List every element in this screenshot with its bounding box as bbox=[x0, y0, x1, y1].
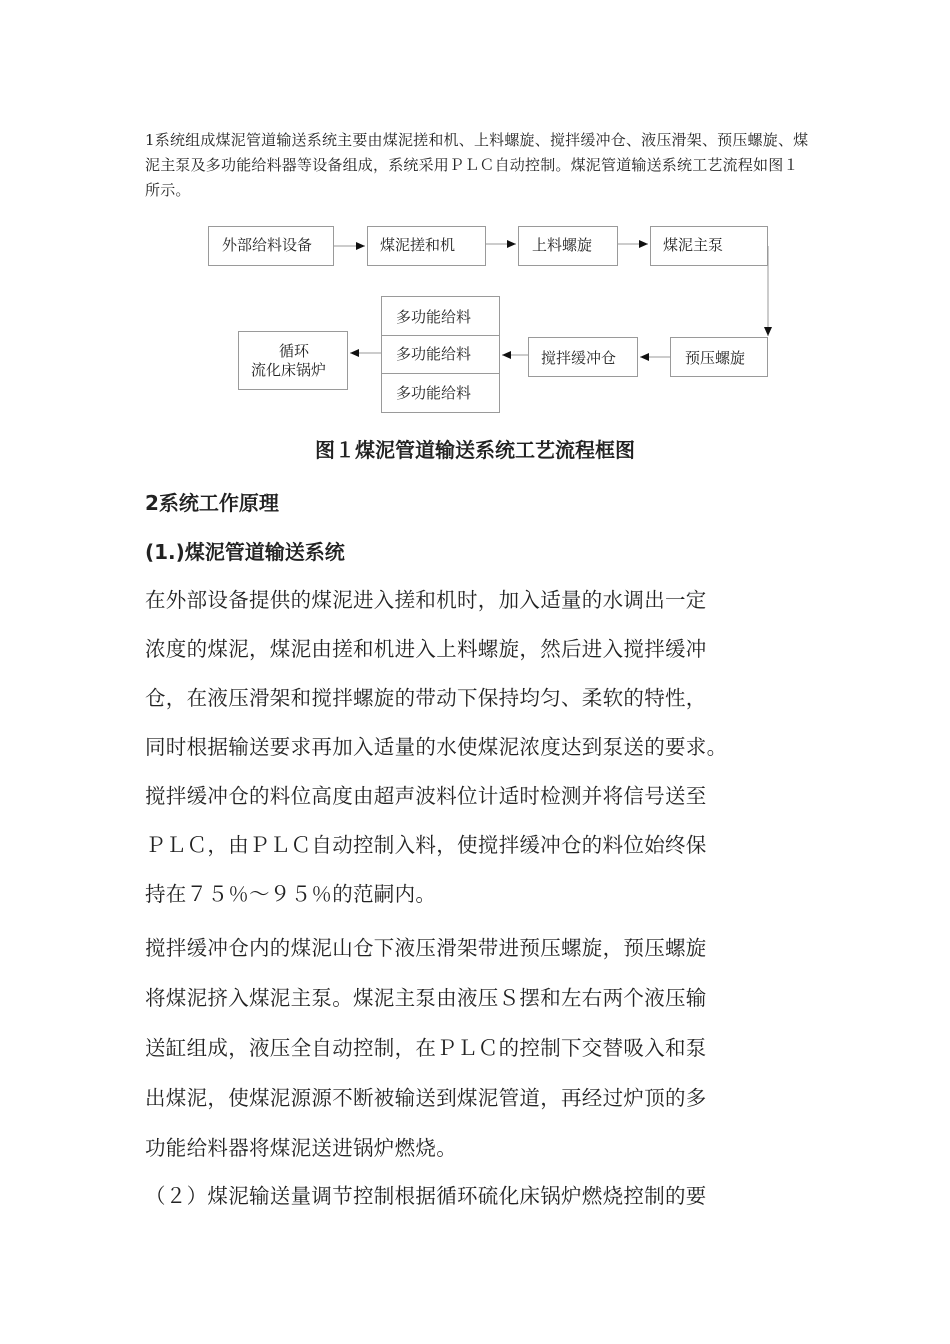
external-feeder-label: 外部给料设备 bbox=[222, 236, 313, 254]
feed-screw-label: 上料螺旋 bbox=[532, 236, 593, 254]
section-heading: 2系统工作原理 bbox=[145, 491, 279, 515]
boiler-label-line2: 流化床锅炉 bbox=[251, 361, 327, 379]
paragraph-line: 搅拌缓冲仓的料位高度由超声波料位计适时检测并将信号送至 bbox=[145, 784, 707, 808]
figure-caption: 图１煤泥管道输送系统工艺流程框图 bbox=[315, 438, 635, 462]
paragraph-line: 同时根据输送要求再加入适量的水使煤泥浓度达到泵送的要求。 bbox=[145, 735, 728, 759]
paragraph-line: 功能给料器将煤泥送进锅炉燃烧。 bbox=[145, 1136, 457, 1160]
boiler-label-line1: 循环 bbox=[279, 342, 310, 360]
paragraph-line: 仓，在液压滑架和搅拌螺旋的带动下保持均匀、柔软的特性， bbox=[145, 686, 707, 710]
feeder-label-3: 多功能给料 bbox=[396, 384, 472, 402]
prepress-screw-label: 预压螺旋 bbox=[685, 349, 746, 367]
paragraph-line: ＰＬＣ，由ＰＬＣ自动控制入料，使搅拌缓冲仓的料位始终保 bbox=[145, 833, 707, 857]
paragraph-line: 持在７５％～９５％的范嗣内。 bbox=[145, 882, 437, 906]
paragraph-line: 在外部设备提供的煤泥进入搓和机时，加入适量的水调出一定 bbox=[145, 588, 707, 612]
paragraph-3-line: （２）煤泥输送量调节控制根据循环硫化床锅炉燃烧控制的要 bbox=[145, 1184, 707, 1208]
feeder-label-2: 多功能给料 bbox=[396, 345, 472, 363]
main-pump-label: 煤泥主泵 bbox=[663, 236, 724, 254]
intro-paragraph: 1系统组成煤泥管道输送系统主要由煤泥搓和机、上料螺旋、搅拌缓冲仓、液压滑架、预压螺旋、煤泥主泵及多功能给料器等设备组成，系统采用ＰＬＣ自动控制。煤泥管道输送系统工艺流程如图１所示。 bbox=[145, 131, 809, 199]
paragraph-line: 将煤泥挤入煤泥主泵。煤泥主泵由液压Ｓ摆和左右两个液压输 bbox=[145, 986, 707, 1010]
kneader-label: 煤泥搓和机 bbox=[380, 236, 456, 254]
buffer-bin-label: 搅拌缓冲仓 bbox=[541, 349, 617, 367]
paragraph-line: 浓度的煤泥，煤泥由搓和机进入上料螺旋，然后进入搅拌缓冲 bbox=[145, 637, 707, 661]
flow-arrows bbox=[0, 0, 950, 450]
paragraph-line: 搅拌缓冲仓内的煤泥山仓下液压滑架带进预压螺旋，预压螺旋 bbox=[145, 936, 707, 960]
paragraph-line: 出煤泥，使煤泥源源不断被输送到煤泥管道，再经过炉顶的多 bbox=[145, 1086, 707, 1110]
feeder-label-1: 多功能给料 bbox=[396, 308, 472, 326]
paragraph-line: 送缸组成，液压全自动控制，在ＰＬＣ的控制下交替吸入和泵 bbox=[145, 1036, 707, 1060]
subsection-heading: (1.)煤泥管道输送系统 bbox=[145, 540, 345, 564]
